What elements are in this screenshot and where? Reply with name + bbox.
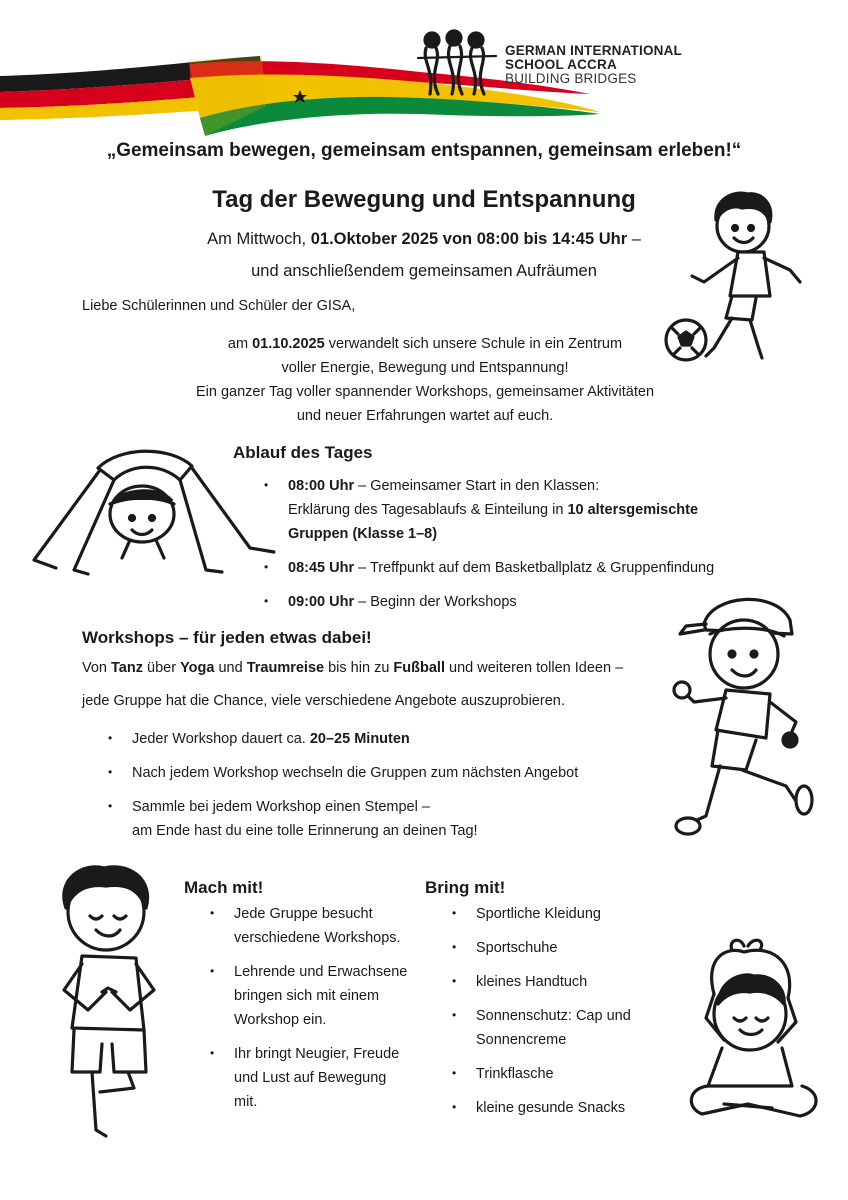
intro-text: verwandelt sich unsere Schule in ein Zentrum bbox=[324, 336, 623, 352]
text: Sportschuhe bbox=[476, 940, 558, 956]
text: und Lust auf Bewegung bbox=[234, 1070, 387, 1086]
text: Sportliche Kleidung bbox=[476, 906, 601, 922]
text: kleines Handtuch bbox=[476, 974, 588, 990]
text: Lehrende und Erwachsene bbox=[234, 964, 408, 980]
school-name bbox=[505, 44, 682, 86]
bullet: • bbox=[108, 765, 113, 779]
date-time: 01.Oktober 2025 von 08:00 bis 14:45 Uhr bbox=[310, 230, 628, 248]
text: Von bbox=[82, 660, 112, 676]
list-item bbox=[450, 1062, 670, 1086]
list-item bbox=[208, 1042, 428, 1114]
text: am Ende hast du eine tolle Erinnerung an deinen Tag! bbox=[132, 823, 478, 839]
text: Jeder Workshop dauert ca. bbox=[132, 731, 310, 747]
text-bold: Traumreise bbox=[246, 660, 325, 676]
text: bringen sich mit einem bbox=[234, 988, 380, 1004]
text-bold: Yoga bbox=[180, 660, 215, 676]
list-item bbox=[450, 1004, 670, 1052]
school-slogan: BUILDING BRIDGES bbox=[505, 71, 637, 86]
schedule-text: – Treffpunkt auf dem Basketballplatz & Gruppenfindung bbox=[354, 560, 715, 576]
school-logo-icon bbox=[412, 28, 502, 98]
bullet: • bbox=[452, 1100, 457, 1114]
schedule-text: – Beginn der Workshops bbox=[354, 594, 517, 610]
meditating-kid-illustration bbox=[684, 936, 834, 1132]
intro-text: am bbox=[227, 336, 253, 352]
date-suffix: – bbox=[627, 230, 641, 248]
workshops-line1 bbox=[82, 660, 623, 676]
intro-text: und neuer Erfahrungen wartet auf euch. bbox=[296, 408, 554, 424]
bullet: • bbox=[210, 906, 215, 920]
list-item bbox=[262, 474, 762, 546]
bring-mit-heading: Bring mit! bbox=[425, 878, 506, 897]
list-item bbox=[208, 902, 428, 950]
schedule-time: 09:00 Uhr bbox=[288, 594, 355, 610]
school-name-line1: GERMAN INTERNATIONAL bbox=[505, 43, 682, 58]
mach-mit-list bbox=[208, 902, 428, 1124]
text: Ihr bringt Neugier, Freude bbox=[234, 1046, 400, 1062]
list-item bbox=[106, 727, 666, 751]
school-name-line2: SCHOOL ACCRA bbox=[505, 57, 617, 72]
bullet: • bbox=[210, 1046, 215, 1060]
text: Sonnencreme bbox=[476, 1032, 567, 1048]
text: Sonnenschutz: Cap und bbox=[476, 1008, 631, 1024]
text-bold: 20–25 Minuten bbox=[309, 731, 410, 747]
schedule-heading: Ablauf des Tages bbox=[233, 443, 373, 462]
workshops-line2: jede Gruppe hat die Chance, viele verschiedene Angebote auszuprobieren. bbox=[82, 693, 565, 709]
running-kid-illustration bbox=[666, 590, 826, 844]
text: Workshop ein. bbox=[234, 1012, 327, 1028]
text-bold: Fußball bbox=[393, 660, 445, 676]
text: mit. bbox=[234, 1094, 258, 1110]
bullet: • bbox=[452, 906, 457, 920]
text: Nach jedem Workshop wechseln die Gruppen zum nächsten Angebot bbox=[132, 765, 579, 781]
intro-text: Ein ganzer Tag voller spannender Workshops, gemeinsamer Aktivitäten bbox=[195, 384, 655, 400]
intro-text: voller Energie, Bewegung und Entspannung! bbox=[281, 360, 569, 376]
schedule-text: – Gemeinsamer Start in den Klassen: bbox=[354, 478, 600, 494]
greeting: Liebe Schülerinnen und Schüler der GISA, bbox=[82, 298, 356, 314]
list-item bbox=[106, 795, 666, 843]
bullet: • bbox=[452, 940, 457, 954]
text: Trinkflasche bbox=[476, 1066, 554, 1082]
schedule-text-bold: 10 altersgemischte bbox=[567, 502, 699, 518]
intro-date: 01.10.2025 bbox=[252, 336, 325, 352]
list-item bbox=[450, 970, 670, 994]
bullet: • bbox=[210, 964, 215, 978]
text: Jede Gruppe besucht bbox=[234, 906, 373, 922]
text: und weiteren tollen Ideen – bbox=[444, 660, 624, 676]
bullet: • bbox=[264, 594, 269, 608]
text: kleine gesunde Snacks bbox=[476, 1100, 626, 1116]
bullet: • bbox=[264, 560, 269, 574]
schedule-text: Erklärung des Tagesablaufs & Einteilung in bbox=[288, 502, 568, 518]
workshops-list bbox=[106, 727, 666, 853]
page-title: Tag der Bewegung und Entspannung bbox=[212, 186, 636, 213]
yoga-kid-illustration bbox=[42, 860, 182, 1144]
bullet: • bbox=[452, 1008, 457, 1022]
workshops-heading: Workshops – für jeden etwas dabei! bbox=[82, 628, 372, 647]
text: bis hin zu bbox=[324, 660, 394, 676]
bring-mit-list bbox=[450, 902, 670, 1130]
text: über bbox=[142, 660, 181, 676]
text-bold: Tanz bbox=[111, 660, 143, 676]
bullet: • bbox=[452, 974, 457, 988]
list-item bbox=[208, 960, 428, 1032]
schedule-text-bold: Gruppen (Klasse 1–8) bbox=[288, 526, 438, 542]
stretching-kid-illustration bbox=[30, 440, 280, 580]
motto: „Gemeinsam bewegen, gemeinsam entspannen, gemeinsam erleben!“ bbox=[106, 140, 742, 161]
intro-paragraph bbox=[160, 332, 690, 428]
bullet: • bbox=[264, 478, 269, 492]
list-item bbox=[450, 902, 670, 926]
list-item bbox=[262, 556, 762, 580]
mach-mit-heading: Mach mit! bbox=[184, 878, 264, 897]
date-line-2: und anschließendem gemeinsamen Aufräumen bbox=[251, 262, 597, 280]
soccer-kid-illustration bbox=[658, 178, 818, 370]
bullet: • bbox=[452, 1066, 457, 1080]
schedule-time: 08:45 Uhr bbox=[288, 560, 355, 576]
text: und bbox=[214, 660, 247, 676]
bullet: • bbox=[108, 731, 113, 745]
date-prefix: Am Mittwoch, bbox=[207, 230, 311, 248]
list-item bbox=[450, 936, 670, 960]
list-item bbox=[106, 761, 666, 785]
list-item bbox=[450, 1096, 670, 1120]
text: Sammle bei jedem Workshop einen Stempel – bbox=[132, 799, 430, 815]
text: verschiedene Workshops. bbox=[234, 930, 401, 946]
schedule-time: 08:00 Uhr bbox=[288, 478, 355, 494]
bullet: • bbox=[108, 799, 113, 813]
